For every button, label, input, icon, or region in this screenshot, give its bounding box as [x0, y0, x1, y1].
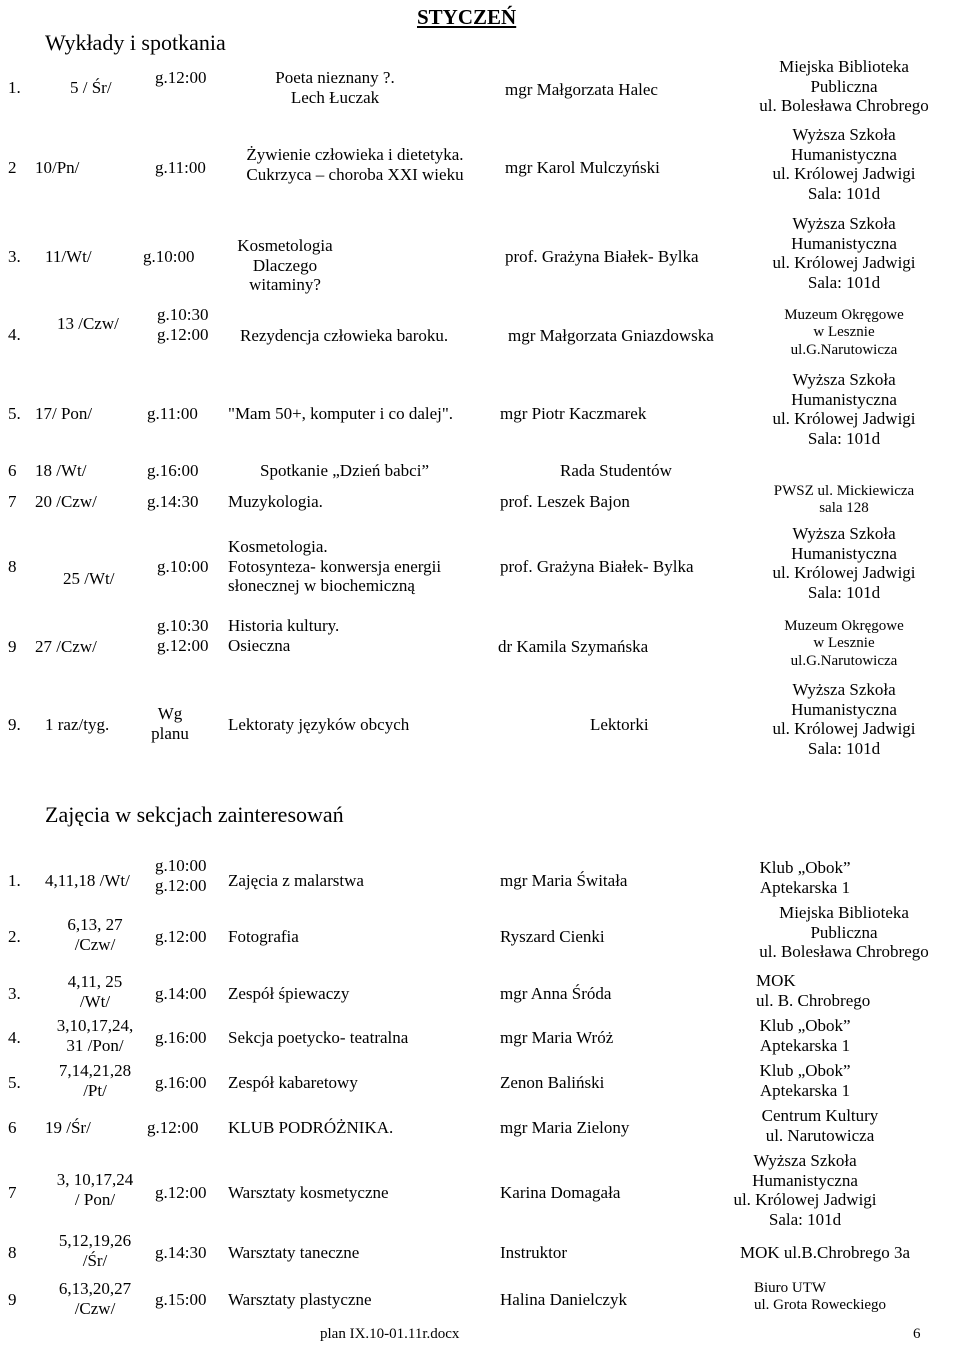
row-topic: Poeta nieznany ?. Lech Łuczak — [275, 68, 395, 107]
row-topic: Rezydencja człowieka baroku. — [240, 326, 449, 345]
row-activity: KLUB PODRÓŻNIKA. — [228, 1118, 394, 1137]
row-speaker: prof. Grażyna Białek- Bylka — [500, 557, 694, 576]
row-place: Miejska Biblioteka Publiczna ul. Bolesława Chrobrego — [759, 57, 929, 116]
row-leader: mgr Maria Zielony — [500, 1118, 630, 1137]
row-date: 1 raz/tyg. — [45, 715, 110, 734]
row-date: 3, 10,17,24 / Pon/ — [56, 1170, 134, 1209]
row-place: PWSZ ul. Mickiewicza sala 128 — [773, 483, 915, 517]
row-number: 9 — [8, 1290, 17, 1309]
lectures-section-title: Wykłady i spotkania — [45, 30, 226, 55]
row-leader: Ryszard Cienki — [500, 927, 605, 946]
row-date: 18 /Wt/ — [35, 461, 87, 480]
row-topic: Kosmetologia Dlaczego witaminy? — [237, 236, 333, 295]
row-place: Biuro UTW ul. Grota Roweckiego — [754, 1280, 887, 1314]
row-topic: "Mam 50+, komputer i co dalej". — [228, 404, 454, 423]
row-time: g.16:00 — [155, 1028, 207, 1047]
row-date: 5 / Śr/ — [70, 78, 112, 97]
row-place: Wyższa Szkoła Humanistyczna ul. Królowej Jadwigi Sala: 101d — [772, 524, 916, 602]
row-date: 20 /Czw/ — [35, 492, 97, 511]
row-date: 27 /Czw/ — [35, 637, 97, 656]
row-time: g.14:30 — [147, 492, 199, 511]
row-topic: Spotkanie „Dzień babci” — [260, 461, 429, 480]
row-topic: Historia kultury. Osieczna — [228, 616, 340, 655]
row-number: 2 — [8, 158, 17, 177]
row-number: 4. — [8, 1028, 21, 1047]
row-speaker: mgr Karol Mulczyński — [505, 158, 660, 177]
row-date: 6,13, 27 /Czw/ — [67, 915, 123, 954]
row-number: 8 — [8, 557, 17, 576]
footer-page-number: 6 — [913, 1326, 921, 1342]
row-activity: Warsztaty plastyczne — [228, 1290, 372, 1309]
row-place: Miejska Biblioteka Publiczna ul. Bolesława Chrobrego — [759, 903, 929, 962]
row-leader: Halina Danielczyk — [500, 1290, 627, 1309]
row-place: Klub „Obok” Aptekarska 1 — [759, 858, 851, 897]
row-number: 6 — [8, 1118, 17, 1137]
row-time: g.14:30 — [155, 1243, 207, 1262]
row-number: 5. — [8, 404, 21, 423]
row-date: 17/ Pon/ — [35, 404, 93, 423]
footer-filename: plan IX.10-01.11r.docx — [320, 1326, 460, 1342]
row-number: 1. — [8, 78, 21, 97]
row-speaker: dr Kamila Szymańska — [498, 637, 649, 656]
row-time: g.16:00 — [155, 1073, 207, 1092]
row-activity: Warsztaty kosmetyczne — [228, 1183, 389, 1202]
row-number: 9. — [8, 715, 21, 734]
row-number: 7 — [8, 1183, 17, 1202]
sections-section-title: Zajęcia w sekcjach zainteresowań — [45, 802, 344, 827]
row-date: 25 /Wt/ — [63, 569, 115, 588]
row-place: Centrum Kultury ul. Narutowicza — [761, 1106, 879, 1145]
row-number: 4. — [8, 325, 21, 344]
row-activity: Zajęcia z malarstwa — [228, 871, 364, 890]
row-number: 8 — [8, 1243, 17, 1262]
row-number: 1. — [8, 871, 21, 890]
row-topic: Muzykologia. — [228, 492, 323, 511]
month-title: STYCZEŃ — [417, 5, 517, 29]
row-date: 3,10,17,24, 31 /Pon/ — [56, 1016, 134, 1055]
row-number: 3. — [8, 247, 21, 266]
row-speaker: prof. Leszek Bajon — [500, 492, 630, 511]
row-number: 3. — [8, 984, 21, 1003]
row-activity: Zespół śpiewaczy — [228, 984, 350, 1003]
row-leader: mgr Anna Śróda — [500, 984, 612, 1003]
row-place: Klub „Obok” Aptekarska 1 — [759, 1061, 851, 1100]
row-time: g.12:00 — [155, 68, 207, 87]
row-place: MOK ul.B.Chrobrego 3a — [740, 1243, 910, 1262]
row-number: 2. — [8, 927, 21, 946]
row-place: Wyższa Szkoła Humanistyczna ul. Królowej Jadwigi Sala: 101d — [772, 125, 916, 203]
row-speaker: Lektorki — [590, 715, 649, 734]
row-date: 10/Pn/ — [35, 158, 80, 177]
row-time: g.12:00 — [147, 1118, 199, 1137]
row-leader: Instruktor — [500, 1243, 568, 1262]
row-speaker: mgr Małgorzata Halec — [505, 80, 658, 99]
row-time: g.15:00 — [155, 1290, 207, 1309]
row-date: 4,11, 25 /Wt/ — [67, 972, 123, 1011]
row-date: 7,14,21,28 /Pt/ — [58, 1061, 132, 1100]
row-time: g.10:00 — [157, 557, 209, 576]
row-topic: Kosmetologia. Fotosynteza- konwersja energii słonecznej w biochemiczną — [228, 537, 442, 596]
row-topic: Żywienie człowieka i dietetyka. Cukrzyca – choroba XXI wieku — [246, 145, 464, 184]
row-time: g.11:00 — [147, 404, 198, 423]
row-date: 11/Wt/ — [45, 247, 92, 266]
row-topic: Lektoraty języków obcych — [228, 715, 410, 734]
row-time: g.10:00 g.12:00 — [155, 856, 207, 895]
row-number: 6 — [8, 461, 17, 480]
row-speaker: mgr Małgorzata Gniazdowska — [508, 326, 714, 345]
row-time: g.16:00 — [147, 461, 199, 480]
row-activity: Sekcja poetycko- teatralna — [228, 1028, 409, 1047]
row-leader: mgr Maria Wróż — [500, 1028, 614, 1047]
row-time: g.10:30 g.12:00 — [157, 616, 209, 655]
row-speaker: mgr Piotr Kaczmarek — [500, 404, 647, 423]
row-leader: mgr Maria Świtała — [500, 871, 628, 890]
row-place: Wyższa Szkoła Humanistyczna ul. Królowej Jadwigi Sala: 101d — [772, 370, 916, 448]
row-date: 13 /Czw/ — [57, 314, 119, 333]
row-place: MOK ul. B. Chrobrego — [756, 971, 871, 1010]
row-number: 9 — [8, 637, 17, 656]
row-date: 19 /Śr/ — [45, 1118, 91, 1137]
row-speaker: prof. Grażyna Białek- Bylka — [505, 247, 699, 266]
row-time: Wg planu — [151, 704, 189, 743]
row-time: g.11:00 — [155, 158, 206, 177]
row-place: Wyższa Szkoła Humanistyczna ul. Królowej Jadwigi Sala: 101d — [733, 1151, 877, 1229]
row-time: g.12:00 — [155, 1183, 207, 1202]
row-time: g.10:30 g.12:00 — [157, 305, 209, 344]
row-activity: Zespół kabaretowy — [228, 1073, 358, 1092]
row-time: g.12:00 — [155, 927, 207, 946]
row-place: Wyższa Szkoła Humanistyczna ul. Królowej Jadwigi Sala: 101d — [772, 680, 916, 758]
row-number: 5. — [8, 1073, 21, 1092]
row-place: Muzeum Okręgowe w Lesznie ul.G.Narutowicza — [784, 618, 904, 669]
row-date: 6,13,20,27 /Czw/ — [58, 1279, 132, 1318]
row-place: Muzeum Okręgowe w Lesznie ul.G.Narutowicza — [784, 307, 904, 358]
row-date: 5,12,19,26 /Śr/ — [58, 1231, 132, 1270]
row-time: g.10:00 — [143, 247, 195, 266]
row-leader: Zenon Baliński — [500, 1073, 605, 1092]
row-place: Klub „Obok” Aptekarska 1 — [759, 1016, 851, 1055]
row-activity: Warsztaty taneczne — [228, 1243, 360, 1262]
row-leader: Karina Domagała — [500, 1183, 621, 1202]
row-time: g.14:00 — [155, 984, 207, 1003]
row-activity: Fotografia — [228, 927, 299, 946]
row-number: 7 — [8, 492, 17, 511]
row-speaker: Rada Studentów — [560, 461, 672, 480]
row-place: Wyższa Szkoła Humanistyczna ul. Królowej Jadwigi Sala: 101d — [772, 214, 916, 292]
row-date: 4,11,18 /Wt/ — [45, 871, 130, 890]
